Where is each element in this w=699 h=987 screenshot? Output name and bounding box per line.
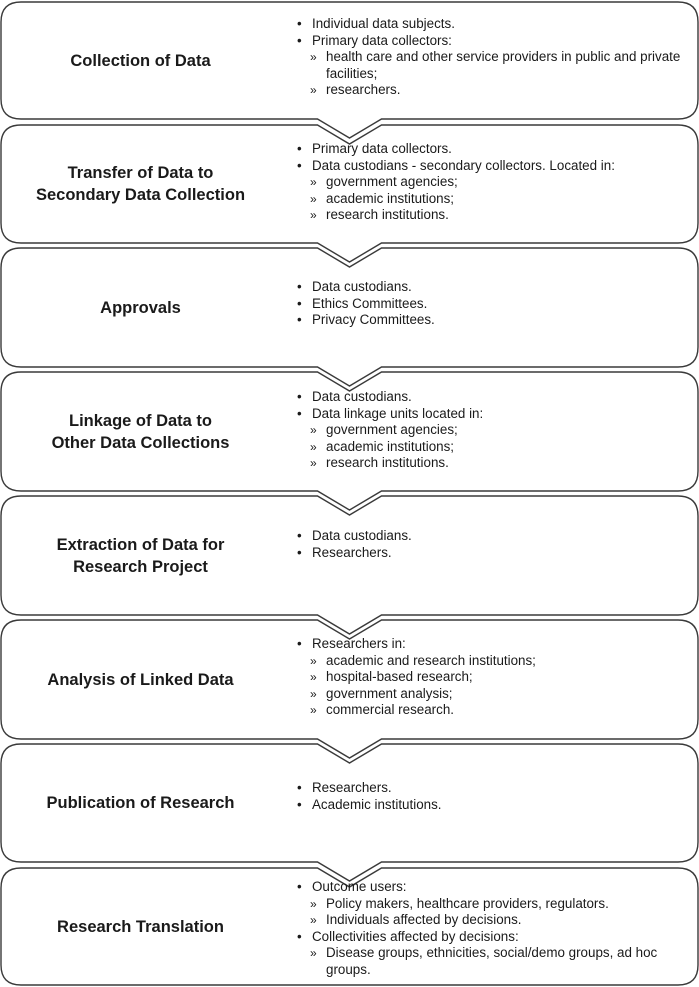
bullet-icon: •: [297, 879, 302, 894]
sub-bullet-icon: »: [310, 191, 317, 206]
stage-list: [297, 141, 687, 224]
list-item: [297, 16, 687, 33]
sub-list-item-text: government agencies;: [326, 174, 458, 190]
stage-title-text: Analysis of Linked Data: [47, 670, 234, 689]
bullet-icon: •: [297, 796, 302, 812]
sub-bullet-icon: »: [310, 208, 317, 223]
sub-list-item: [297, 653, 687, 670]
sub-list-item-text: academic and research institutions;: [326, 652, 536, 668]
bullet-icon: •: [297, 32, 302, 48]
bullet-icon: •: [297, 279, 302, 294]
sub-bullet-icon: »: [310, 50, 317, 65]
sub-list-item: [297, 422, 687, 439]
sub-list-item-text: Disease groups, ethnicities, social/demo groups, ad hoc groups.: [326, 945, 658, 977]
list-item-text: Privacy Committees.: [312, 312, 435, 328]
sub-bullet-icon: »: [310, 670, 317, 685]
stage-title-text: Publication of Research: [46, 794, 235, 812]
sub-list-item: [297, 174, 687, 191]
bullet-icon: •: [297, 544, 302, 560]
list-item: [297, 33, 687, 50]
list-item-text: Researchers in:: [312, 636, 406, 651]
list-item-text: Data custodians - secondary collectors. Located in:: [312, 157, 615, 173]
sub-bullet-icon: »: [310, 686, 317, 701]
sub-list-item-text: researchers.: [326, 82, 401, 98]
stage-list: [297, 780, 687, 813]
list-item-text: Researchers.: [312, 544, 392, 560]
stage-list: [297, 879, 687, 979]
bullet-icon: •: [297, 405, 302, 421]
list-item-text: Data custodians.: [312, 279, 412, 294]
sub-bullet-icon: »: [310, 456, 317, 471]
list-item-text: Data custodians.: [312, 389, 412, 404]
stage-title-text: Approvals: [100, 298, 181, 317]
bullet-icon: •: [297, 636, 302, 651]
stage-list: [297, 389, 687, 472]
sub-list-item-text: research institutions.: [326, 455, 449, 471]
stage-title: [8, 620, 273, 739]
list-item-text: Primary data collectors.: [312, 141, 452, 156]
list-item-text: Academic institutions.: [312, 796, 442, 812]
bullet-icon: •: [297, 928, 302, 944]
stage-list: [297, 636, 687, 719]
bullet-icon: •: [297, 312, 302, 328]
stage-title-text: Transfer of Data to Secondary Data Collection: [35, 164, 246, 204]
list-item: [297, 406, 687, 423]
sub-list-item: [297, 191, 687, 208]
sub-bullet-icon: »: [310, 83, 317, 98]
list-item: [297, 279, 687, 296]
list-item-text: Outcome users:: [312, 879, 407, 894]
stage-title: [8, 125, 273, 243]
sub-list-item: [297, 669, 687, 686]
list-item-text: Ethics Committees.: [312, 295, 428, 311]
bullet-icon: •: [297, 295, 302, 311]
stage-title: [8, 868, 273, 985]
stage-title-text: Extraction of Data for Research Project: [56, 535, 225, 576]
stage-list: [297, 16, 687, 99]
stage-title: [8, 744, 273, 862]
sub-list-item-text: academic institutions;: [326, 190, 455, 206]
sub-bullet-icon: »: [310, 896, 317, 911]
sub-list-item-text: academic institutions;: [326, 438, 455, 454]
sub-list-item: [297, 912, 687, 929]
list-item: [297, 929, 687, 946]
sub-list-item: [297, 49, 687, 82]
sub-bullet-icon: »: [310, 913, 317, 928]
sub-list-item-text: commercial research.: [326, 702, 454, 718]
list-item-text: Data linkage units located in:: [312, 405, 484, 421]
sub-list-item-text: hospital-based research;: [326, 669, 473, 685]
list-item-text: Collectivities affected by decisions:: [312, 928, 519, 944]
sub-list-item: [297, 439, 687, 456]
sub-bullet-icon: »: [310, 946, 317, 961]
list-item: [297, 528, 687, 545]
bullet-icon: •: [297, 389, 302, 404]
bullet-icon: •: [297, 16, 302, 31]
list-item: [297, 389, 687, 406]
sub-list-item: [297, 896, 687, 913]
list-item: [297, 141, 687, 158]
list-item: [297, 296, 687, 313]
list-item: [297, 636, 687, 653]
sub-bullet-icon: »: [310, 653, 317, 668]
stage-title: [8, 496, 273, 615]
bullet-icon: •: [297, 528, 302, 543]
list-item-text: Primary data collectors:: [312, 32, 452, 48]
list-item: [297, 797, 687, 814]
sub-list-item-text: government agencies;: [326, 422, 458, 438]
list-item-text: Data custodians.: [312, 528, 412, 543]
sub-bullet-icon: »: [310, 423, 317, 438]
sub-bullet-icon: »: [310, 175, 317, 190]
stage-list: [297, 528, 687, 561]
sub-list-item: [297, 702, 687, 719]
stage-title-text: Research Translation: [57, 917, 224, 936]
sub-list-item-text: Individuals affected by decisions.: [326, 912, 522, 928]
stage-title: [8, 2, 273, 119]
sub-list-item-text: government analysis;: [326, 685, 453, 701]
stage-title: [8, 372, 273, 491]
bullet-icon: •: [297, 141, 302, 156]
stage-title-text: Collection of Data: [70, 51, 211, 70]
sub-bullet-icon: »: [310, 703, 317, 718]
sub-list-item-text: research institutions.: [326, 207, 449, 223]
stage-title: [8, 248, 273, 367]
sub-bullet-icon: »: [310, 439, 317, 454]
list-item-text: Researchers.: [312, 780, 392, 795]
bullet-icon: •: [297, 157, 302, 173]
sub-list-item-text: Policy makers, healthcare providers, regulators.: [326, 895, 609, 911]
list-item: [297, 879, 687, 896]
list-item-text: Individual data subjects.: [312, 16, 455, 31]
sub-list-item: [297, 207, 687, 224]
sub-list-item: [297, 945, 687, 978]
stage-title-text: Linkage of Data to Other Data Collections: [51, 411, 230, 452]
sub-list-item: [297, 686, 687, 703]
sub-list-item: [297, 455, 687, 472]
list-item: [297, 312, 687, 329]
list-item: [297, 158, 687, 175]
stage-list: [297, 279, 687, 329]
sub-list-item: [297, 82, 687, 99]
bullet-icon: •: [297, 780, 302, 795]
list-item: [297, 780, 687, 797]
sub-list-item-text: health care and other service providers in public and private facilities;: [326, 49, 681, 81]
list-item: [297, 545, 687, 562]
